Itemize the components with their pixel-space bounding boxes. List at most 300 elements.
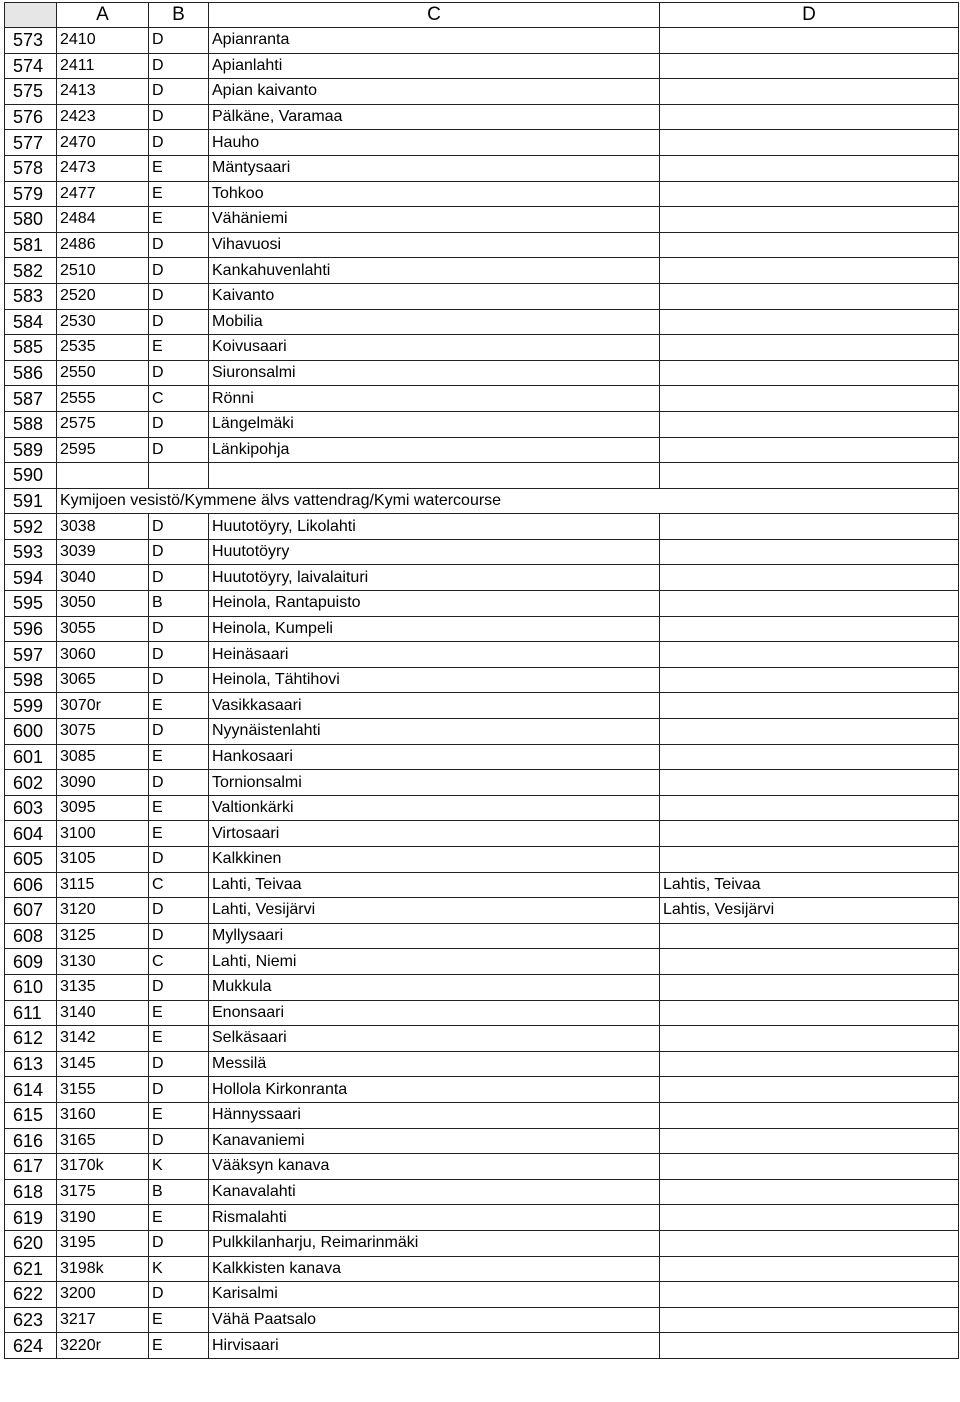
table-row xyxy=(5,437,959,463)
cell-name-sv[interactable] xyxy=(660,565,959,591)
cell-name-fi[interactable]: Vähäniemi xyxy=(209,207,660,233)
row-number[interactable]: 618 xyxy=(5,1179,57,1205)
row-number[interactable]: 587 xyxy=(5,386,57,412)
row-number[interactable]: 586 xyxy=(5,360,57,386)
cell-class[interactable]: D xyxy=(149,719,209,745)
cell-class[interactable]: D xyxy=(149,770,209,796)
cell-station-code[interactable]: 3039 xyxy=(57,539,149,565)
cell-name-sv[interactable] xyxy=(660,207,959,233)
cell-station-code[interactable]: 2550 xyxy=(57,360,149,386)
table-row xyxy=(5,1128,959,1154)
table-row xyxy=(5,360,959,386)
row-number[interactable]: 577 xyxy=(5,130,57,156)
cell-name-sv[interactable] xyxy=(660,155,959,181)
cell-station-code[interactable]: 2411 xyxy=(57,53,149,79)
cell-station-code[interactable]: 3075 xyxy=(57,719,149,745)
row-number[interactable]: 601 xyxy=(5,744,57,770)
cell-name-fi[interactable]: Nyynäistenlahti xyxy=(209,719,660,745)
table-row xyxy=(5,1051,959,1077)
cell-name-sv[interactable] xyxy=(660,719,959,745)
cell-name-sv[interactable] xyxy=(660,667,959,693)
row-number[interactable]: 576 xyxy=(5,104,57,130)
row-number[interactable]: 600 xyxy=(5,719,57,745)
row-number[interactable]: 623 xyxy=(5,1307,57,1333)
table-row xyxy=(5,130,959,156)
cell-name-fi[interactable]: Messilä xyxy=(209,1051,660,1077)
cell-name-sv[interactable] xyxy=(660,232,959,258)
cell-station-code[interactable]: 3055 xyxy=(57,616,149,642)
cell-class[interactable]: B xyxy=(149,1179,209,1205)
cell-name-fi[interactable]: Apianlahti xyxy=(209,53,660,79)
cell-name-fi[interactable]: Apianranta xyxy=(209,28,660,54)
cell-station-code[interactable]: 3145 xyxy=(57,1051,149,1077)
table-row xyxy=(5,283,959,309)
cell-name-sv[interactable] xyxy=(660,770,959,796)
cell-name-fi[interactable]: Hollola Kirkonranta xyxy=(209,1077,660,1103)
table-row xyxy=(5,949,959,975)
cell-name-fi[interactable]: Heinola, Kumpeli xyxy=(209,616,660,642)
table-row xyxy=(5,104,959,130)
cell-station-code[interactable]: 3070r xyxy=(57,693,149,719)
row-number[interactable]: 611 xyxy=(5,1000,57,1026)
cell-station-code[interactable]: 3195 xyxy=(57,1230,149,1256)
row-number[interactable]: 624 xyxy=(5,1333,57,1359)
cell-class[interactable]: D xyxy=(149,539,209,565)
cell-station-code[interactable]: 3105 xyxy=(57,847,149,873)
cell-station-code[interactable]: 2423 xyxy=(57,104,149,130)
cell-name-fi[interactable]: Myllysaari xyxy=(209,923,660,949)
cell-station-code[interactable]: 3155 xyxy=(57,1077,149,1103)
cell-station-code[interactable]: 3050 xyxy=(57,591,149,617)
cell-class[interactable]: E xyxy=(149,1205,209,1231)
cell-name-sv[interactable] xyxy=(660,539,959,565)
cell-class[interactable]: D xyxy=(149,514,209,540)
cell-class[interactable]: D xyxy=(149,437,209,463)
cell-name-fi[interactable]: Hirvisaari xyxy=(209,1333,660,1359)
cell-name-sv[interactable] xyxy=(660,1230,959,1256)
table-row xyxy=(5,872,959,898)
cell-name-sv[interactable] xyxy=(660,1333,959,1359)
table-row xyxy=(5,232,959,258)
cell-station-code[interactable]: 3130 xyxy=(57,949,149,975)
table-row xyxy=(5,565,959,591)
cell-name-sv[interactable] xyxy=(660,360,959,386)
column-header-a[interactable]: A xyxy=(57,3,149,28)
cell-name-fi[interactable]: Lahti, Niemi xyxy=(209,949,660,975)
row-number[interactable]: 582 xyxy=(5,258,57,284)
cell-station-code[interactable]: 2413 xyxy=(57,79,149,105)
cell-name-sv[interactable]: Lahtis, Teivaa xyxy=(660,872,959,898)
cell-name-sv[interactable] xyxy=(660,28,959,54)
cell-class[interactable]: E xyxy=(149,693,209,719)
row-number[interactable]: 613 xyxy=(5,1051,57,1077)
cell-name-sv[interactable] xyxy=(660,386,959,412)
cell-name-fi[interactable]: Hauho xyxy=(209,130,660,156)
cell-class[interactable]: D xyxy=(149,411,209,437)
cell-station-code[interactable]: 2473 xyxy=(57,155,149,181)
cell-name-sv[interactable] xyxy=(660,1026,959,1052)
cell-name-fi[interactable]: Mäntysaari xyxy=(209,155,660,181)
cell-class[interactable]: D xyxy=(149,1051,209,1077)
select-all-corner[interactable] xyxy=(5,3,57,28)
cell-name-sv[interactable] xyxy=(660,795,959,821)
table-row xyxy=(5,79,959,105)
cell-name-sv[interactable] xyxy=(660,642,959,668)
cell-class[interactable]: E xyxy=(149,795,209,821)
cell-class[interactable]: D xyxy=(149,28,209,54)
cell-name-sv[interactable] xyxy=(660,591,959,617)
row-number[interactable]: 609 xyxy=(5,949,57,975)
cell-station-code[interactable]: 2595 xyxy=(57,437,149,463)
row-number[interactable]: 591 xyxy=(5,488,57,514)
cell-name-sv[interactable] xyxy=(660,104,959,130)
cell-class[interactable]: E xyxy=(149,821,209,847)
table-row xyxy=(5,693,959,719)
cell-station-code[interactable]: 3200 xyxy=(57,1282,149,1308)
table-row xyxy=(5,1077,959,1103)
cell-class[interactable]: D xyxy=(149,565,209,591)
cell-station-code[interactable]: 2575 xyxy=(57,411,149,437)
cell-station-code[interactable]: 3175 xyxy=(57,1179,149,1205)
cell-class[interactable]: E xyxy=(149,1333,209,1359)
row-number[interactable]: 602 xyxy=(5,770,57,796)
cell-name-sv[interactable] xyxy=(660,463,959,489)
table-row xyxy=(5,1179,959,1205)
cell-name-sv[interactable] xyxy=(660,1256,959,1282)
cell-station-code[interactable]: 2477 xyxy=(57,181,149,207)
row-number[interactable]: 583 xyxy=(5,283,57,309)
cell-station-code[interactable]: 3065 xyxy=(57,667,149,693)
cell-station-code[interactable] xyxy=(57,463,149,489)
table-row xyxy=(5,207,959,233)
row-number[interactable]: 622 xyxy=(5,1282,57,1308)
cell-class[interactable]: C xyxy=(149,872,209,898)
cell-name-fi[interactable]: Lahti, Teivaa xyxy=(209,872,660,898)
row-number[interactable]: 599 xyxy=(5,693,57,719)
cell-station-code[interactable]: 2410 xyxy=(57,28,149,54)
cell-name-fi[interactable]: Rönni xyxy=(209,386,660,412)
cell-class[interactable]: D xyxy=(149,1128,209,1154)
cell-name-fi[interactable]: Hännyssaari xyxy=(209,1102,660,1128)
cell-name-sv[interactable] xyxy=(660,1128,959,1154)
row-number[interactable]: 575 xyxy=(5,79,57,105)
cell-class[interactable]: C xyxy=(149,386,209,412)
cell-class[interactable]: E xyxy=(149,1307,209,1333)
cell-name-sv[interactable] xyxy=(660,974,959,1000)
table-row xyxy=(5,411,959,437)
cell-station-code[interactable]: 2520 xyxy=(57,283,149,309)
cell-name-fi[interactable]: Huutotöyry, Likolahti xyxy=(209,514,660,540)
row-number[interactable]: 584 xyxy=(5,309,57,335)
cell-station-code[interactable]: 3217 xyxy=(57,1307,149,1333)
cell-station-code[interactable]: 3038 xyxy=(57,514,149,540)
table-row xyxy=(5,898,959,924)
cell-class[interactable]: D xyxy=(149,309,209,335)
cell-station-code[interactable]: 3120 xyxy=(57,898,149,924)
cell-name-fi[interactable]: Koivusaari xyxy=(209,335,660,361)
cell-name-sv[interactable] xyxy=(660,181,959,207)
table-row xyxy=(5,847,959,873)
cell-name-fi[interactable]: Hankosaari xyxy=(209,744,660,770)
cell-class[interactable]: D xyxy=(149,79,209,105)
cell-station-code[interactable]: 3100 xyxy=(57,821,149,847)
cell-class[interactable]: B xyxy=(149,591,209,617)
cell-station-code[interactable]: 3220r xyxy=(57,1333,149,1359)
cell-name-sv[interactable] xyxy=(660,1051,959,1077)
row-number[interactable]: 617 xyxy=(5,1154,57,1180)
table-row xyxy=(5,181,959,207)
cell-station-code[interactable]: 3165 xyxy=(57,1128,149,1154)
column-header-b[interactable]: B xyxy=(149,3,209,28)
row-number[interactable]: 578 xyxy=(5,155,57,181)
row-number[interactable]: 605 xyxy=(5,847,57,873)
cell-station-code[interactable]: 2535 xyxy=(57,335,149,361)
cell-name-sv[interactable] xyxy=(660,616,959,642)
cell-class[interactable]: D xyxy=(149,104,209,130)
cell-station-code[interactable]: 3115 xyxy=(57,872,149,898)
row-number[interactable]: 608 xyxy=(5,923,57,949)
row-number[interactable]: 574 xyxy=(5,53,57,79)
cell-name-fi[interactable]: Kankahuvenlahti xyxy=(209,258,660,284)
cell-station-code[interactable]: 3040 xyxy=(57,565,149,591)
cell-class[interactable]: D xyxy=(149,923,209,949)
row-number[interactable]: 593 xyxy=(5,539,57,565)
cell-name-sv[interactable] xyxy=(660,1000,959,1026)
cell-name-sv[interactable] xyxy=(660,1205,959,1231)
row-number[interactable]: 588 xyxy=(5,411,57,437)
cell-name-sv[interactable] xyxy=(660,335,959,361)
table-row xyxy=(5,155,959,181)
cell-name-fi[interactable]: Heinola, Tähtihovi xyxy=(209,667,660,693)
row-number[interactable]: 595 xyxy=(5,591,57,617)
cell-class[interactable]: E xyxy=(149,744,209,770)
cell-name-fi[interactable]: Kanavalahti xyxy=(209,1179,660,1205)
cell-station-code[interactable]: 3125 xyxy=(57,923,149,949)
cell-name-sv[interactable] xyxy=(660,79,959,105)
cell-name-sv[interactable] xyxy=(660,821,959,847)
cell-name-sv[interactable]: Lahtis, Vesijärvi xyxy=(660,898,959,924)
cell-class[interactable]: E xyxy=(149,207,209,233)
cell-class[interactable]: D xyxy=(149,667,209,693)
cell-name-fi[interactable]: Länkipohja xyxy=(209,437,660,463)
row-number[interactable]: 612 xyxy=(5,1026,57,1052)
cell-name-fi[interactable]: Siuronsalmi xyxy=(209,360,660,386)
cell-name-sv[interactable] xyxy=(660,1077,959,1103)
cell-station-code[interactable]: 3170k xyxy=(57,1154,149,1180)
cell-station-code[interactable]: 2530 xyxy=(57,309,149,335)
cell-class[interactable]: D xyxy=(149,974,209,1000)
cell-name-sv[interactable] xyxy=(660,258,959,284)
cell-station-code[interactable]: 3085 xyxy=(57,744,149,770)
cell-name-fi[interactable]: Rismalahti xyxy=(209,1205,660,1231)
row-number[interactable]: 594 xyxy=(5,565,57,591)
cell-name-fi[interactable]: Kaivanto xyxy=(209,283,660,309)
table-row xyxy=(5,1205,959,1231)
row-number[interactable]: 592 xyxy=(5,514,57,540)
cell-name-sv[interactable] xyxy=(660,1179,959,1205)
cell-name-fi[interactable]: Karisalmi xyxy=(209,1282,660,1308)
cell-class[interactable]: C xyxy=(149,949,209,975)
cell-class[interactable]: K xyxy=(149,1256,209,1282)
cell-name-fi[interactable]: Selkäsaari xyxy=(209,1026,660,1052)
cell-name-fi[interactable]: Vääksyn kanava xyxy=(209,1154,660,1180)
cell-station-code[interactable]: 2484 xyxy=(57,207,149,233)
table-row xyxy=(5,667,959,693)
cell-name-fi[interactable] xyxy=(209,463,660,489)
cell-class[interactable]: K xyxy=(149,1154,209,1180)
row-number[interactable]: 589 xyxy=(5,437,57,463)
cell-class[interactable]: E xyxy=(149,1102,209,1128)
row-number[interactable]: 610 xyxy=(5,974,57,1000)
cell-class[interactable]: D xyxy=(149,283,209,309)
cell-station-code[interactable]: 2486 xyxy=(57,232,149,258)
cell-class[interactable]: D xyxy=(149,360,209,386)
row-number[interactable]: 590 xyxy=(5,463,57,489)
cell-name-sv[interactable] xyxy=(660,309,959,335)
cell-name-sv[interactable] xyxy=(660,411,959,437)
table-row xyxy=(5,1102,959,1128)
cell-class[interactable] xyxy=(149,463,209,489)
cell-name-fi[interactable]: Kalkkinen xyxy=(209,847,660,873)
cell-name-sv[interactable] xyxy=(660,437,959,463)
row-number[interactable]: 606 xyxy=(5,872,57,898)
table-row xyxy=(5,258,959,284)
table-row xyxy=(5,1230,959,1256)
cell-name-fi[interactable]: Vasikkasaari xyxy=(209,693,660,719)
cell-class[interactable]: D xyxy=(149,53,209,79)
row-number[interactable]: 573 xyxy=(5,28,57,54)
cell-name-fi[interactable]: Valtionkärki xyxy=(209,795,660,821)
table-row xyxy=(5,744,959,770)
cell-name-fi[interactable]: Apian kaivanto xyxy=(209,79,660,105)
cell-class[interactable]: D xyxy=(149,1230,209,1256)
cell-name-fi[interactable]: Pälkäne, Varamaa xyxy=(209,104,660,130)
cell-station-code[interactable]: 2510 xyxy=(57,258,149,284)
row-number[interactable]: 621 xyxy=(5,1256,57,1282)
cell-station-code[interactable]: 3198k xyxy=(57,1256,149,1282)
row-number[interactable]: 581 xyxy=(5,232,57,258)
cell-name-fi[interactable]: Mobilia xyxy=(209,309,660,335)
cell-station-code[interactable]: 2555 xyxy=(57,386,149,412)
cell-name-sv[interactable] xyxy=(660,1102,959,1128)
cell-name-sv[interactable] xyxy=(660,847,959,873)
cell-name-sv[interactable] xyxy=(660,283,959,309)
cell-name-fi[interactable]: Heinäsaari xyxy=(209,642,660,668)
cell-class[interactable]: E xyxy=(149,155,209,181)
row-number[interactable]: 598 xyxy=(5,667,57,693)
cell-class[interactable]: D xyxy=(149,1077,209,1103)
row-number[interactable]: 604 xyxy=(5,821,57,847)
cell-class[interactable]: E xyxy=(149,335,209,361)
row-number[interactable]: 585 xyxy=(5,335,57,361)
row-number[interactable]: 607 xyxy=(5,898,57,924)
sheet-body xyxy=(5,28,959,1359)
cell-name-sv[interactable] xyxy=(660,1154,959,1180)
cell-class[interactable]: D xyxy=(149,898,209,924)
cell-name-fi[interactable]: Kanavaniemi xyxy=(209,1128,660,1154)
table-row xyxy=(5,770,959,796)
section-heading-cell[interactable]: Kymijoen vesistö/Kymmene älvs vattendrag/Kymi watercourse xyxy=(57,488,959,514)
cell-name-sv[interactable] xyxy=(660,53,959,79)
cell-name-sv[interactable] xyxy=(660,130,959,156)
cell-class[interactable]: E xyxy=(149,1000,209,1026)
cell-name-fi[interactable]: Virtosaari xyxy=(209,821,660,847)
cell-station-code[interactable]: 3190 xyxy=(57,1205,149,1231)
cell-name-fi[interactable]: Tornionsalmi xyxy=(209,770,660,796)
cell-class[interactable]: D xyxy=(149,232,209,258)
cell-class[interactable]: D xyxy=(149,258,209,284)
cell-name-fi[interactable]: Mukkula xyxy=(209,974,660,1000)
column-header-c[interactable]: C xyxy=(209,3,660,28)
row-number[interactable]: 579 xyxy=(5,181,57,207)
table-row xyxy=(5,463,959,489)
table-row xyxy=(5,386,959,412)
cell-class[interactable]: D xyxy=(149,130,209,156)
cell-class[interactable]: D xyxy=(149,642,209,668)
row-number[interactable]: 603 xyxy=(5,795,57,821)
cell-name-fi[interactable]: Längelmäki xyxy=(209,411,660,437)
row-number[interactable]: 580 xyxy=(5,207,57,233)
row-number[interactable]: 619 xyxy=(5,1205,57,1231)
cell-name-fi[interactable]: Vähä Paatsalo xyxy=(209,1307,660,1333)
cell-station-code[interactable]: 3140 xyxy=(57,1000,149,1026)
cell-name-sv[interactable] xyxy=(660,1282,959,1308)
cell-name-sv[interactable] xyxy=(660,949,959,975)
cell-station-code[interactable]: 3095 xyxy=(57,795,149,821)
cell-name-sv[interactable] xyxy=(660,744,959,770)
cell-name-sv[interactable] xyxy=(660,693,959,719)
row-number[interactable]: 596 xyxy=(5,616,57,642)
table-row xyxy=(5,488,959,514)
cell-name-fi[interactable]: Huutotöyry, laivalaituri xyxy=(209,565,660,591)
cell-name-fi[interactable]: Enonsaari xyxy=(209,1000,660,1026)
row-number[interactable]: 615 xyxy=(5,1102,57,1128)
row-number[interactable]: 616 xyxy=(5,1128,57,1154)
cell-station-code[interactable]: 3090 xyxy=(57,770,149,796)
cell-name-sv[interactable] xyxy=(660,923,959,949)
table-row xyxy=(5,309,959,335)
table-row xyxy=(5,1333,959,1359)
row-number[interactable]: 614 xyxy=(5,1077,57,1103)
cell-class[interactable]: E xyxy=(149,1026,209,1052)
cell-class[interactable]: D xyxy=(149,847,209,873)
row-number[interactable]: 597 xyxy=(5,642,57,668)
table-row xyxy=(5,53,959,79)
cell-class[interactable]: D xyxy=(149,616,209,642)
cell-station-code[interactable]: 3135 xyxy=(57,974,149,1000)
cell-station-code[interactable]: 2470 xyxy=(57,130,149,156)
cell-station-code[interactable]: 3142 xyxy=(57,1026,149,1052)
cell-name-fi[interactable]: Kalkkisten kanava xyxy=(209,1256,660,1282)
row-number[interactable]: 620 xyxy=(5,1230,57,1256)
cell-class[interactable]: E xyxy=(149,181,209,207)
cell-name-sv[interactable] xyxy=(660,1307,959,1333)
table-row xyxy=(5,28,959,54)
cell-name-fi[interactable]: Lahti, Vesijärvi xyxy=(209,898,660,924)
table-row xyxy=(5,1154,959,1180)
cell-station-code[interactable]: 3160 xyxy=(57,1102,149,1128)
cell-name-fi[interactable]: Huutotöyry xyxy=(209,539,660,565)
column-header-d[interactable]: D xyxy=(660,3,959,28)
cell-name-fi[interactable]: Tohkoo xyxy=(209,181,660,207)
table-row xyxy=(5,821,959,847)
cell-name-fi[interactable]: Vihavuosi xyxy=(209,232,660,258)
cell-name-fi[interactable]: Heinola, Rantapuisto xyxy=(209,591,660,617)
cell-class[interactable]: D xyxy=(149,1282,209,1308)
cell-station-code[interactable]: 3060 xyxy=(57,642,149,668)
cell-name-sv[interactable] xyxy=(660,514,959,540)
cell-name-fi[interactable]: Pulkkilanharju, Reimarinmäki xyxy=(209,1230,660,1256)
